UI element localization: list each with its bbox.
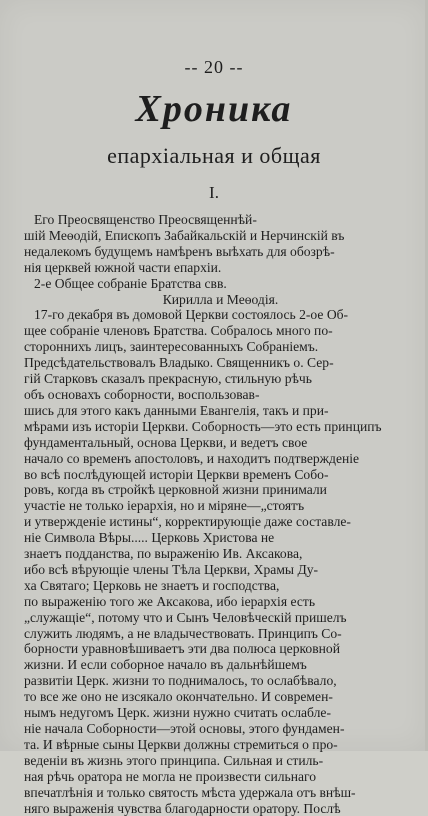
text-line: недалекомъ будущемъ намѣренъ выѣхать для обозрѣ- bbox=[24, 243, 335, 259]
text-line: впечатлѣнія и только святость мѣста удержала отъ внѣш- bbox=[24, 784, 356, 800]
text-line: служить людямъ, а не владычествовать. Принципъ Со- bbox=[24, 625, 342, 641]
text-line: няго выраженія чувства благодарности оратору. Послѣ bbox=[24, 800, 341, 816]
text-line: нія церквей южной части епархіи. bbox=[24, 259, 222, 275]
text-line: и утвержденіе истины“, корректирующіе даже составле- bbox=[24, 514, 351, 530]
text-line: веденіи въ жизнь этого принципа. Сильная и стиль- bbox=[24, 752, 324, 768]
text-line: объ основахъ соборности, воспользовав- bbox=[24, 386, 260, 402]
text-line: Предсѣдательствовалъ Владыко. Священникъ о. Сер- bbox=[24, 355, 334, 371]
text-line: щее собраніе членовъ Братства. Собралось много по- bbox=[24, 323, 333, 339]
text-line: ніе начала Соборности—этой основы, этого фундамен- bbox=[24, 721, 345, 736]
text-line: жизни. И если соборное начало въ дальнѣйшемъ bbox=[24, 657, 307, 673]
text-line: шій Меѳодій, Епископъ Забайкальскій и Нерчинскій въ bbox=[24, 227, 345, 243]
text-line: участіе не только іерархія, но и міряне—„стоятъ bbox=[24, 498, 305, 514]
text-line: ибо всѣ вѣрующіе члены Тѣла Церкви, Храмы Ду- bbox=[24, 561, 319, 577]
text-line: стороннихъ лицъ, заинтересованныхъ Собраніемъ. bbox=[24, 339, 319, 355]
section-numeral: I. bbox=[209, 183, 219, 202]
text-line: борности уравновѣшиваетъ эти два полюса церковной bbox=[24, 641, 340, 657]
chronicle-subtitle: епархіальная и общая bbox=[107, 143, 321, 168]
text-line: по выраженію того же Аксакова, ибо іерархія есть bbox=[24, 593, 316, 609]
text-line: ровъ, когда въ стройкѣ церковной жизни принимали bbox=[24, 482, 327, 498]
text-line: фундаментальный, основа Церкви, и ведетъ свое bbox=[24, 434, 308, 450]
text-line: „служащіе“, потому что и Сынъ Человѣческій пришелъ bbox=[24, 609, 347, 625]
body-text bbox=[24, 212, 417, 816]
text-line: 17-го декабря въ домовой Церкви состоялось 2-ое Об- bbox=[34, 307, 349, 323]
text-line: ніе Символа Вѣры..... Церковь Христова не bbox=[24, 530, 275, 546]
text-line: ха Святаго; Церковь не знаетъ и господства, bbox=[24, 577, 280, 593]
text-line: мѣрами изъ исторіи Церкви. Соборность—это есть принципъ bbox=[24, 418, 382, 434]
section-heading: 2-е Общее собраніе Братства свв. bbox=[34, 275, 227, 291]
text-line: шись для этого какъ данными Евангелія, такъ и при- bbox=[24, 402, 329, 418]
page-number: -- 20 -- bbox=[184, 57, 244, 77]
text-line: развитіи Церк. жизни то поднималось, то ослабѣвало, bbox=[24, 673, 337, 689]
section-heading: Кирилла и Меѳодія. bbox=[162, 291, 279, 307]
chronicle-title: Хроника bbox=[135, 88, 293, 130]
text-line: ная рѣчь оратора не могла не произвести сильнаго bbox=[24, 768, 317, 784]
text-line: начало со временъ апостоловъ, и находитъ подтвержденіе bbox=[24, 450, 360, 466]
text-line: во всѣ послѣдующей исторіи Церкви временъ Собо- bbox=[24, 466, 329, 482]
text-line: гій Старковъ сказалъ прекрасную, стильную рѣчь bbox=[24, 371, 312, 387]
text-line: та. И вѣрные сыны Церкви должны стремиться о про- bbox=[24, 736, 338, 752]
text-line: нымъ недугомъ Церк. жизни нужно считать ослабле- bbox=[24, 705, 331, 721]
text-line: знаетъ подданства, по выраженію Ив. Аксакова, bbox=[24, 546, 303, 562]
text-line: Его Преосвященство Преосвященнѣй- bbox=[34, 212, 257, 227]
text-line: то все же оно не изсякало окончательно. И современ- bbox=[24, 689, 333, 705]
